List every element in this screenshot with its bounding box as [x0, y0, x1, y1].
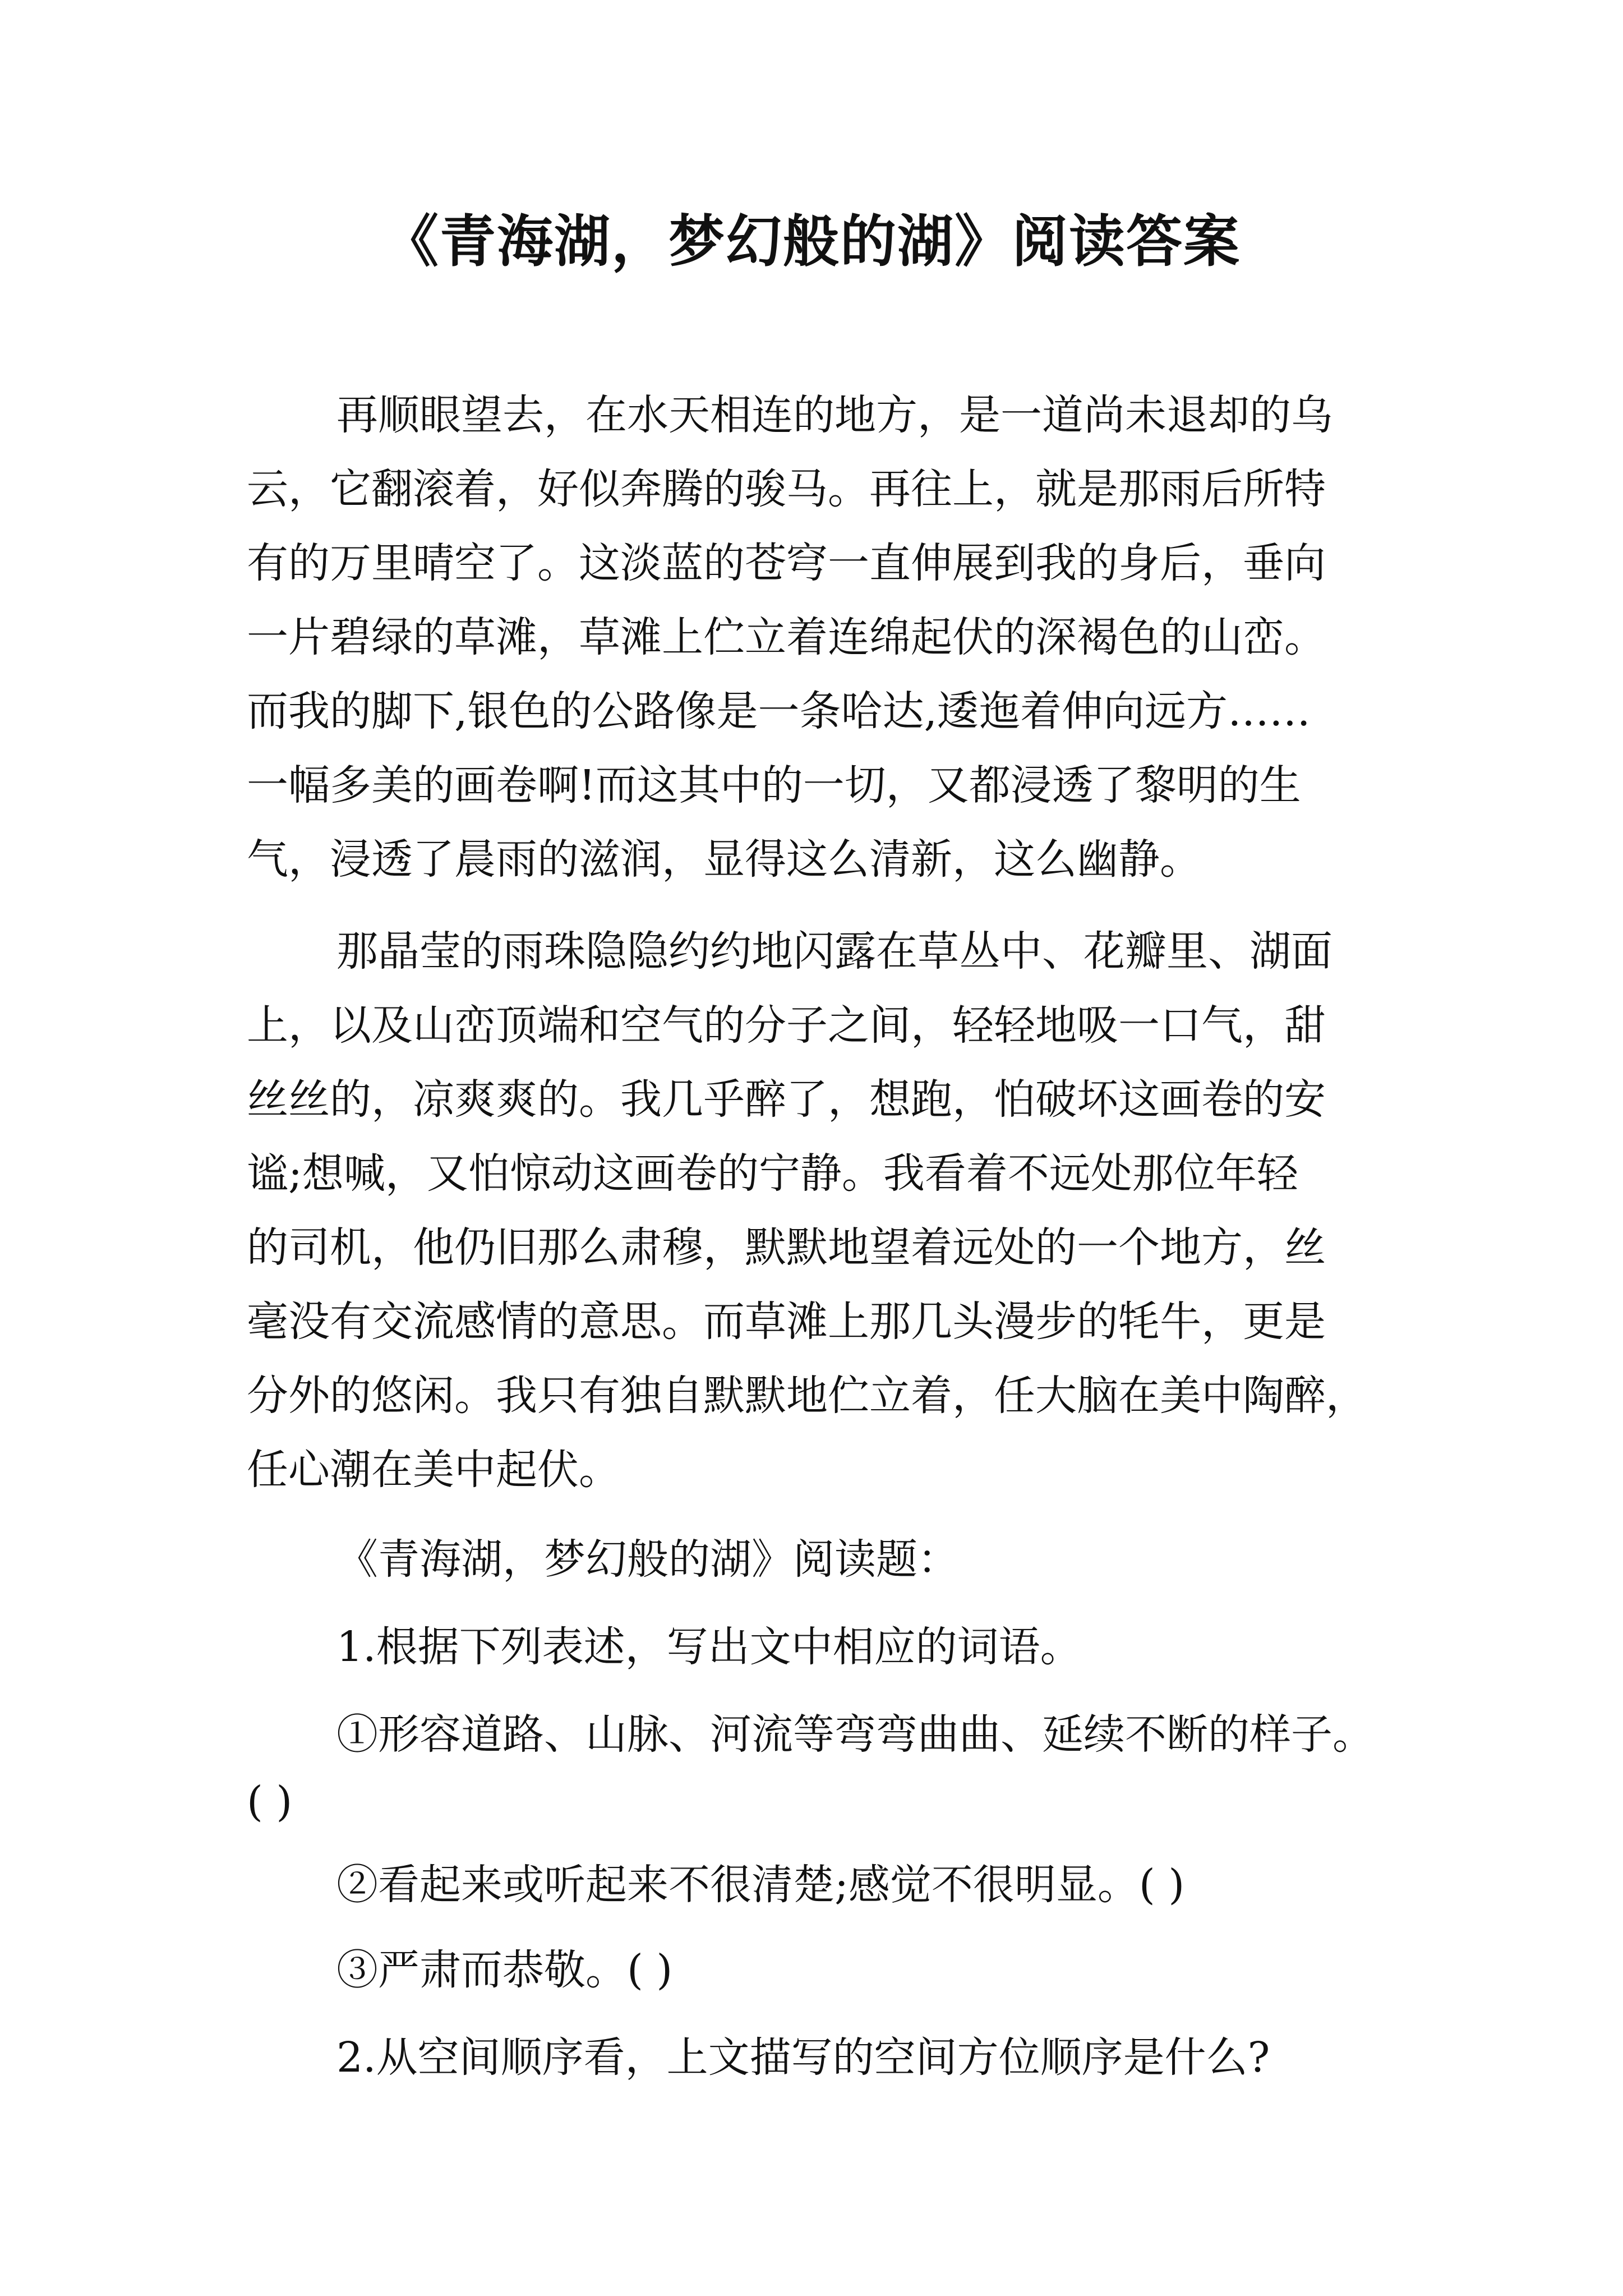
paragraph-1-line: 气，浸透了晨雨的滋润，显得这么清新，这么幽静。 — [247, 835, 1201, 884]
paragraph-1-line: 一片碧绿的草滩，草滩上伫立着连绵起伏的深褐色的山峦。 — [247, 613, 1326, 661]
paragraph-1-line: 一幅多美的画卷啊!而这其中的一切，又都浸透了黎明的生 — [247, 761, 1301, 809]
document-title: 《青海湖，梦幻般的湖》阅读答案 — [382, 208, 1241, 274]
paragraph-2-line: 丝丝的，凉爽爽的。我几乎醉了，想跑，怕破坏这画卷的安 — [247, 1075, 1326, 1124]
questions-heading: 《青海湖，梦幻般的湖》阅读题： — [336, 1535, 959, 1584]
paragraph-2-line: 的司机，他仍旧那么肃穆，默默地望着远处的一个地方，丝 — [247, 1223, 1326, 1272]
paragraph-1-line: 再顺眼望去，在水天相连的地方，是一道尚未退却的乌 — [336, 391, 1332, 439]
paragraph-2-line: 分外的悠闲。我只有独自默默地伫立着，任大脑在美中陶醉， — [247, 1372, 1367, 1420]
paragraph-2-line: 任心潮在美中起伏。 — [247, 1446, 620, 1494]
paragraph-2-line: 毫没有交流感情的意思。而草滩上那几头漫步的牦牛，更是 — [247, 1297, 1326, 1346]
question-1-item-1: ①形容道路、山脉、河流等弯弯曲曲、延续不断的样子。 — [336, 1710, 1374, 1759]
paragraph-2-line: 那晶莹的雨珠隐隐约约地闪露在草丛中、花瓣里、湖面 — [336, 927, 1332, 976]
paragraph-2-line: 谧;想喊，又怕惊动这画卷的宁静。我看着不远处那位年轻 — [247, 1149, 1298, 1198]
question-1-item-2: ②看起来或听起来不很清楚;感觉不很明显。( ) — [336, 1861, 1185, 1909]
paragraph-1-line: 有的万里晴空了。这淡蓝的苍穹一直伸展到我的身后，垂向 — [247, 539, 1326, 587]
question-1-prompt: 1.根据下列表述，写出文中相应的词语。 — [336, 1623, 1082, 1671]
paragraph-1-line: 云，它翻滚着，好似奔腾的骏马。再往上，就是那雨后所特 — [247, 465, 1326, 513]
question-1-item-3: ③严肃而恭敬。( ) — [336, 1946, 673, 1994]
paragraph-2-line: 上，以及山峦顶端和空气的分子之间，轻轻地吸一口气，甜 — [247, 1001, 1326, 1050]
question-2-prompt: 2.从空间顺序看，上文描写的空间方位顺序是什么? — [336, 2033, 1270, 2082]
paragraph-1-line: 而我的脚下,银色的公路像是一条哈达,逶迤着伸向远方…… — [247, 687, 1311, 735]
question-1-item-1-blank: ( ) — [247, 1778, 293, 1826]
